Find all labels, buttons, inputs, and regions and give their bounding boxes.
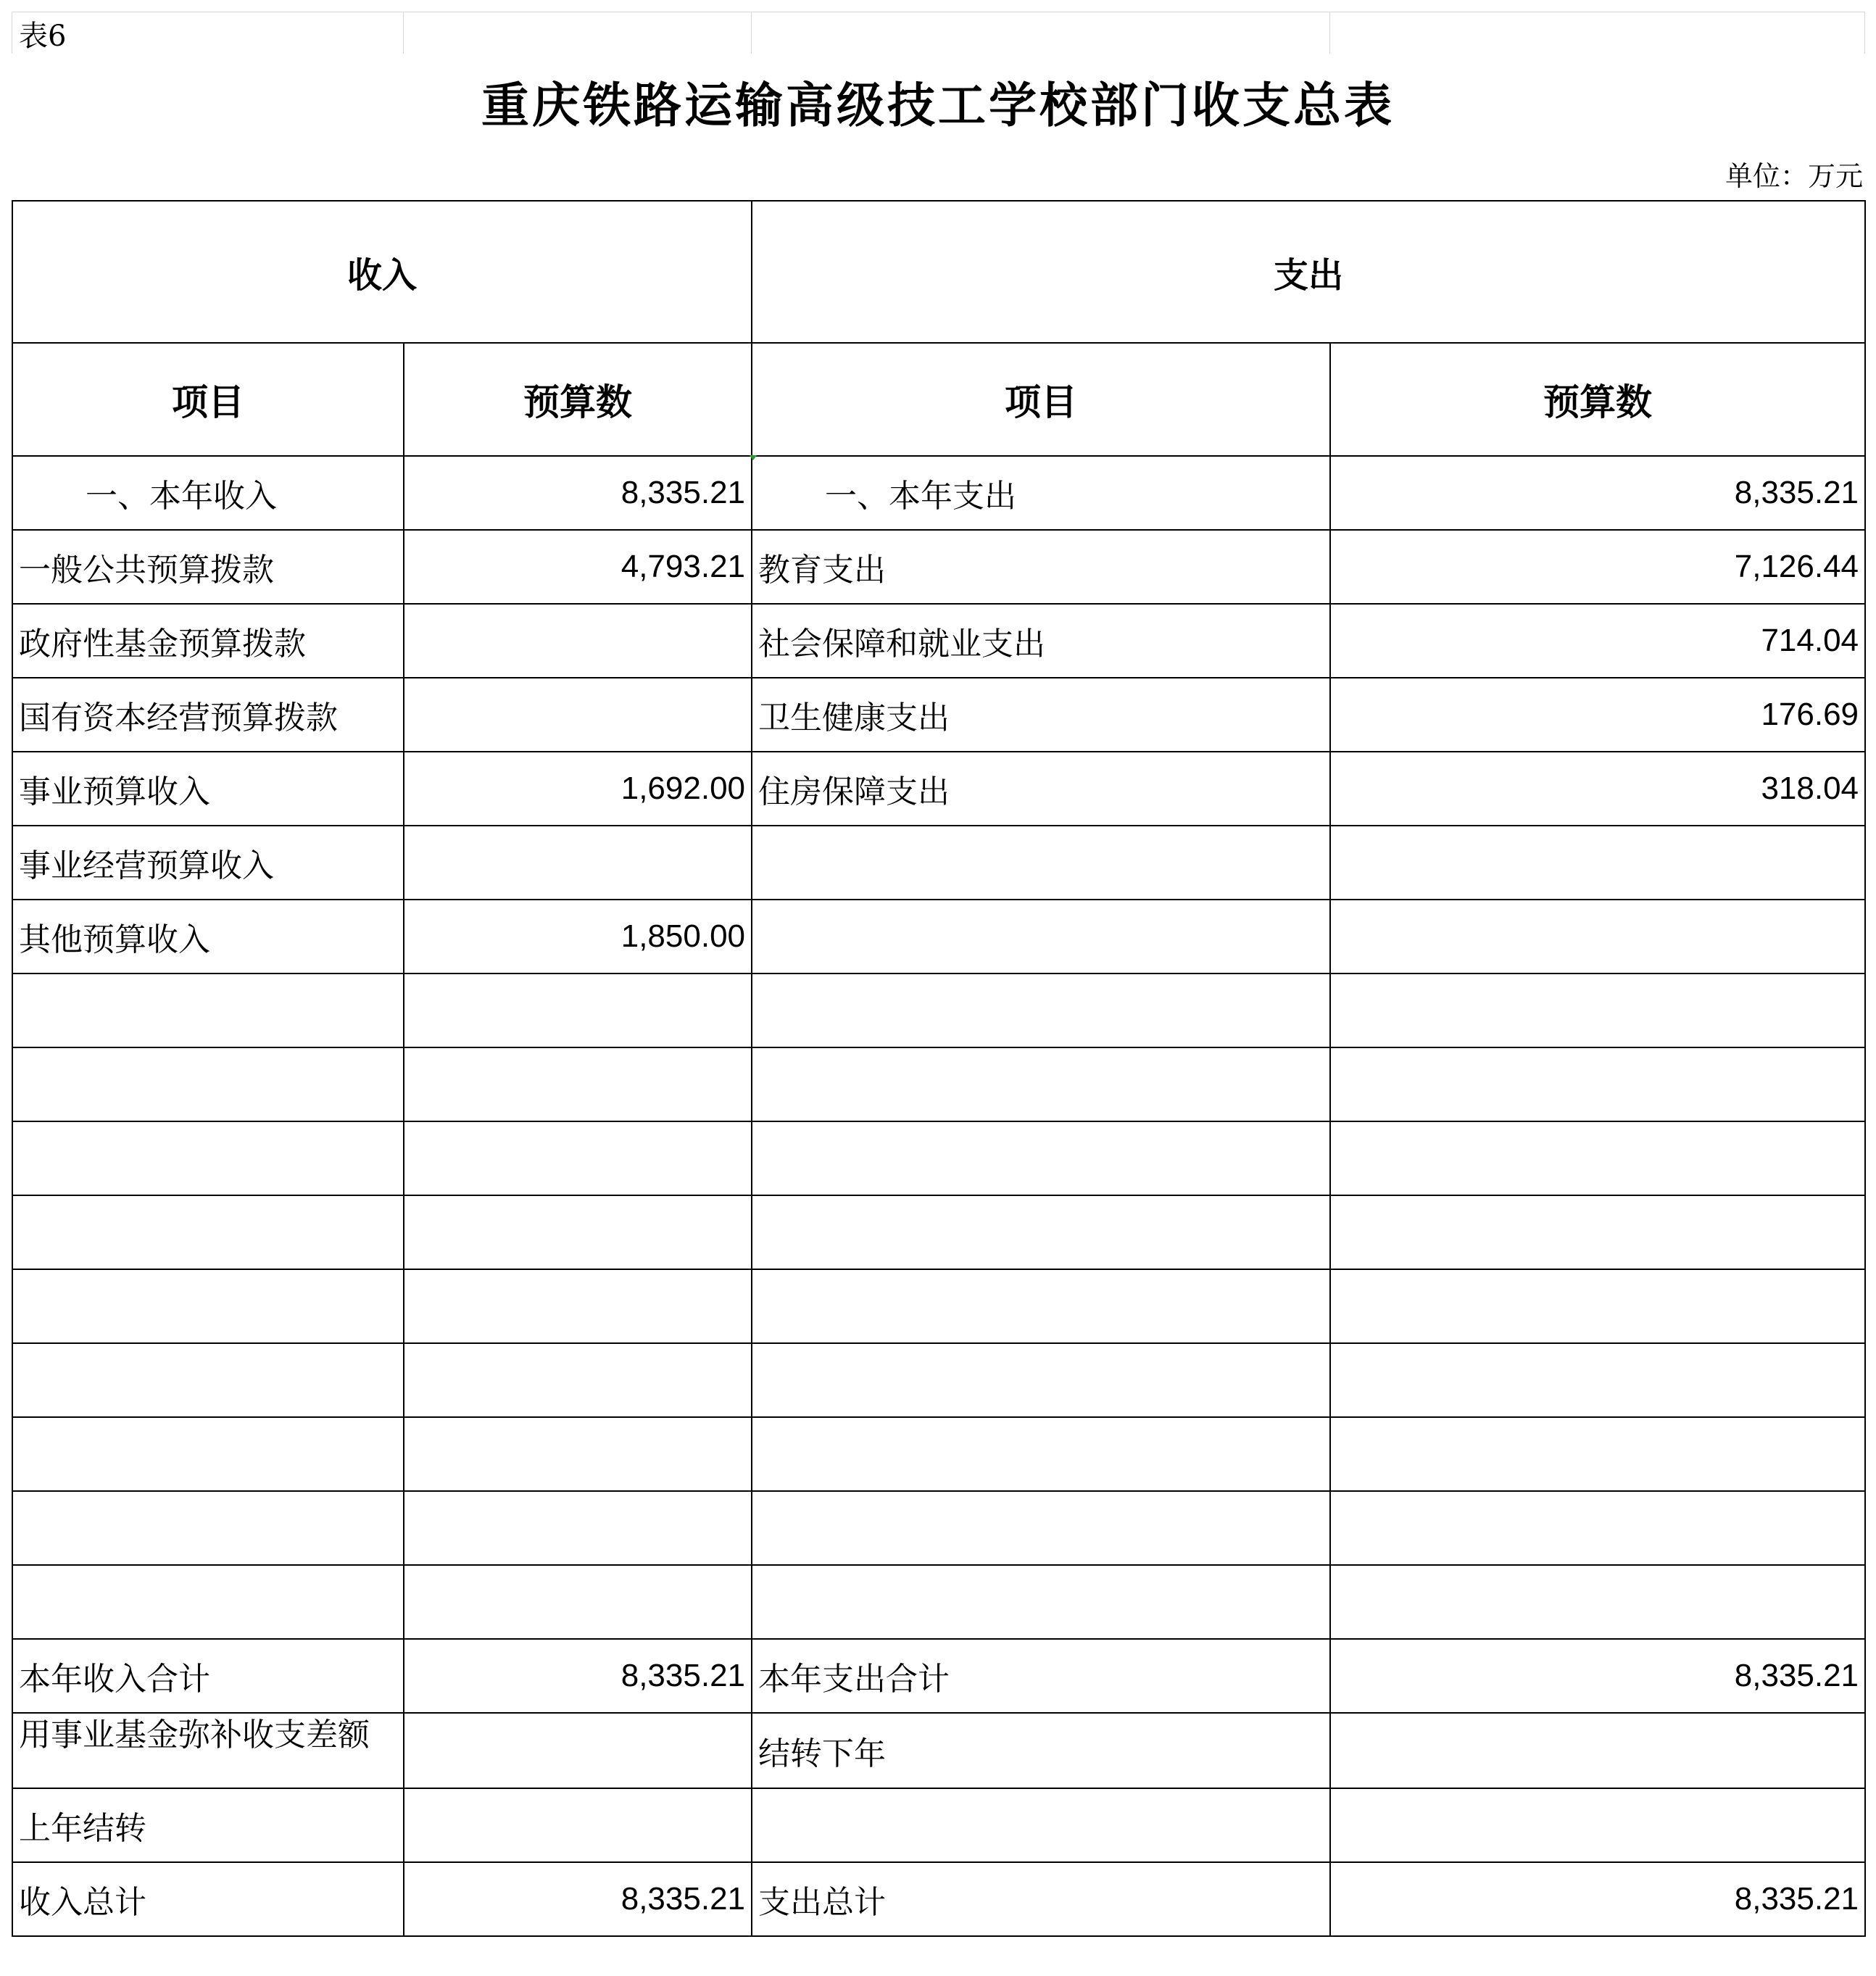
income-amount-cell[interactable] xyxy=(404,604,752,678)
income-amount-cell[interactable] xyxy=(404,826,752,900)
income-item-header: 项目 xyxy=(12,343,404,456)
table-row xyxy=(12,1713,1865,1788)
expense-amount-cell[interactable] xyxy=(1330,1491,1865,1565)
header-row-columns xyxy=(12,343,1865,456)
expense-item-cell[interactable]: 卫生健康支出 xyxy=(752,678,1330,752)
unit-label: 单位：万元 xyxy=(1724,160,1863,192)
income-item-cell[interactable] xyxy=(12,1047,404,1121)
income-item-cell[interactable]: 本年收入合计 xyxy=(12,1639,404,1713)
table-row xyxy=(12,1565,1865,1639)
table-row xyxy=(12,604,1865,678)
income-item-cell[interactable] xyxy=(12,1343,404,1417)
sheet-gridline xyxy=(403,12,404,54)
table-row xyxy=(12,1195,1865,1269)
income-amount-cell[interactable]: 8,335.21 xyxy=(404,456,752,530)
table-row xyxy=(12,900,1865,974)
sheet-gridline xyxy=(1329,12,1330,54)
income-amount-cell[interactable] xyxy=(404,1121,752,1195)
expense-amount-cell[interactable] xyxy=(1330,1269,1865,1343)
expense-item-cell[interactable] xyxy=(752,826,1330,900)
income-item-cell[interactable]: 上年结转 xyxy=(12,1788,404,1862)
expense-amount-cell[interactable] xyxy=(1330,1788,1865,1862)
expense-amount-cell[interactable] xyxy=(1330,1047,1865,1121)
income-item-cell[interactable]: 国有资本经营预算拨款 xyxy=(12,678,404,752)
expense-item-cell[interactable] xyxy=(752,1788,1330,1862)
income-amount-cell[interactable]: 8,335.21 xyxy=(404,1639,752,1713)
income-amount-cell[interactable] xyxy=(404,1565,752,1639)
income-item-cell[interactable] xyxy=(12,1565,404,1639)
expense-amount-cell[interactable]: 8,335.21 xyxy=(1330,1639,1865,1713)
income-amount-cell[interactable] xyxy=(404,1713,752,1788)
income-amount-header: 预算数 xyxy=(404,343,752,456)
income-amount-cell[interactable] xyxy=(404,1047,752,1121)
expense-header: 支出 xyxy=(752,201,1865,343)
expense-item-cell[interactable] xyxy=(752,900,1330,974)
income-amount-cell[interactable]: 1,850.00 xyxy=(404,900,752,974)
sheet-gridline xyxy=(1864,12,1865,54)
income-item-cell[interactable]: 事业预算收入 xyxy=(12,752,404,826)
income-item-cell[interactable] xyxy=(12,1121,404,1195)
sheet-gridline xyxy=(751,12,752,54)
expense-amount-cell[interactable] xyxy=(1330,1121,1865,1195)
expense-amount-cell[interactable]: 7,126.44 xyxy=(1330,530,1865,604)
expense-item-cell[interactable]: 支出总计 xyxy=(752,1862,1330,1936)
income-header: 收入 xyxy=(12,201,752,343)
income-item-cell[interactable]: 一般公共预算拨款 xyxy=(12,530,404,604)
budget-table xyxy=(12,200,1866,1937)
expense-item-cell[interactable]: 教育支出 xyxy=(752,530,1330,604)
expense-amount-cell[interactable]: 8,335.21 xyxy=(1330,456,1865,530)
income-amount-cell[interactable] xyxy=(404,1417,752,1491)
income-item-cell[interactable]: 用事业基金弥补收支差额 xyxy=(12,1713,404,1788)
expense-amount-cell[interactable] xyxy=(1330,1195,1865,1269)
income-amount-cell[interactable] xyxy=(404,1491,752,1565)
table-row xyxy=(12,1269,1865,1343)
table-row xyxy=(12,678,1865,752)
income-amount-cell[interactable]: 1,692.00 xyxy=(404,752,752,826)
expense-amount-cell[interactable] xyxy=(1330,1417,1865,1491)
table-row xyxy=(12,1417,1865,1491)
expense-amount-cell[interactable] xyxy=(1330,974,1865,1047)
expense-amount-cell[interactable] xyxy=(1330,826,1865,900)
income-amount-cell[interactable] xyxy=(404,974,752,1047)
income-item-cell[interactable] xyxy=(12,1417,404,1491)
expense-amount-cell[interactable]: 318.04 xyxy=(1330,752,1865,826)
table-row xyxy=(12,752,1865,826)
income-item-cell[interactable]: 一、本年收入 xyxy=(12,456,404,530)
income-amount-cell[interactable] xyxy=(404,678,752,752)
expense-item-cell[interactable] xyxy=(752,1565,1330,1639)
table-row xyxy=(12,1639,1865,1713)
income-amount-cell[interactable] xyxy=(404,1195,752,1269)
expense-item-cell[interactable] xyxy=(752,1195,1330,1269)
table-row xyxy=(12,1343,1865,1417)
income-amount-cell[interactable]: 8,335.21 xyxy=(404,1862,752,1936)
expense-amount-cell[interactable] xyxy=(1330,1343,1865,1417)
expense-amount-header: 预算数 xyxy=(1330,343,1865,456)
table-row xyxy=(12,1121,1865,1195)
income-amount-cell[interactable]: 4,793.21 xyxy=(404,530,752,604)
table-row xyxy=(12,1491,1865,1565)
header-row-sections xyxy=(12,201,1865,343)
income-item-cell[interactable]: 事业经营预算收入 xyxy=(12,826,404,900)
income-item-cell[interactable] xyxy=(12,974,404,1047)
expense-amount-cell[interactable]: 176.69 xyxy=(1330,678,1865,752)
table-row xyxy=(12,1047,1865,1121)
income-item-cell[interactable] xyxy=(12,1269,404,1343)
page-title: 重庆铁路运输高级技工学校部门收支总表 xyxy=(481,78,1395,133)
table-body xyxy=(12,456,1865,1936)
cell-marker-icon xyxy=(750,455,757,460)
expense-amount-cell[interactable] xyxy=(1330,900,1865,974)
expense-item-cell[interactable] xyxy=(752,1121,1330,1195)
income-item-cell[interactable]: 收入总计 xyxy=(12,1862,404,1936)
expense-item-cell[interactable] xyxy=(752,974,1330,1047)
expense-amount-cell[interactable]: 714.04 xyxy=(1330,604,1865,678)
expense-item-cell[interactable]: 社会保障和就业支出 xyxy=(752,604,1330,678)
expense-amount-cell[interactable] xyxy=(1330,1713,1865,1788)
income-item-cell[interactable]: 政府性基金预算拨款 xyxy=(12,604,404,678)
expense-item-cell[interactable]: 结转下年 xyxy=(752,1713,1330,1788)
income-item-cell[interactable] xyxy=(12,1195,404,1269)
expense-item-cell[interactable]: 住房保障支出 xyxy=(752,752,1330,826)
expense-item-cell[interactable] xyxy=(752,1269,1330,1343)
expense-item-cell[interactable]: 一、本年支出 xyxy=(752,456,1330,530)
income-amount-cell[interactable] xyxy=(404,1788,752,1862)
expense-amount-cell[interactable] xyxy=(1330,1565,1865,1639)
expense-amount-cell[interactable]: 8,335.21 xyxy=(1330,1862,1865,1936)
income-item-cell[interactable]: 其他预算收入 xyxy=(12,900,404,974)
table-row xyxy=(12,456,1865,530)
table-row xyxy=(12,1788,1865,1862)
table-row xyxy=(12,530,1865,604)
table-row xyxy=(12,1862,1865,1936)
expense-item-cell[interactable] xyxy=(752,1417,1330,1491)
income-amount-cell[interactable] xyxy=(404,1343,752,1417)
expense-item-cell[interactable]: 本年支出合计 xyxy=(752,1639,1330,1713)
table-row xyxy=(12,974,1865,1047)
income-amount-cell[interactable] xyxy=(404,1269,752,1343)
expense-item-header: 项目 xyxy=(752,343,1330,456)
expense-item-cell[interactable] xyxy=(752,1047,1330,1121)
expense-item-cell[interactable] xyxy=(752,1491,1330,1565)
table-row xyxy=(12,826,1865,900)
sheet-label: 表6 xyxy=(19,20,67,53)
expense-item-cell[interactable] xyxy=(752,1343,1330,1417)
income-item-cell[interactable] xyxy=(12,1491,404,1565)
